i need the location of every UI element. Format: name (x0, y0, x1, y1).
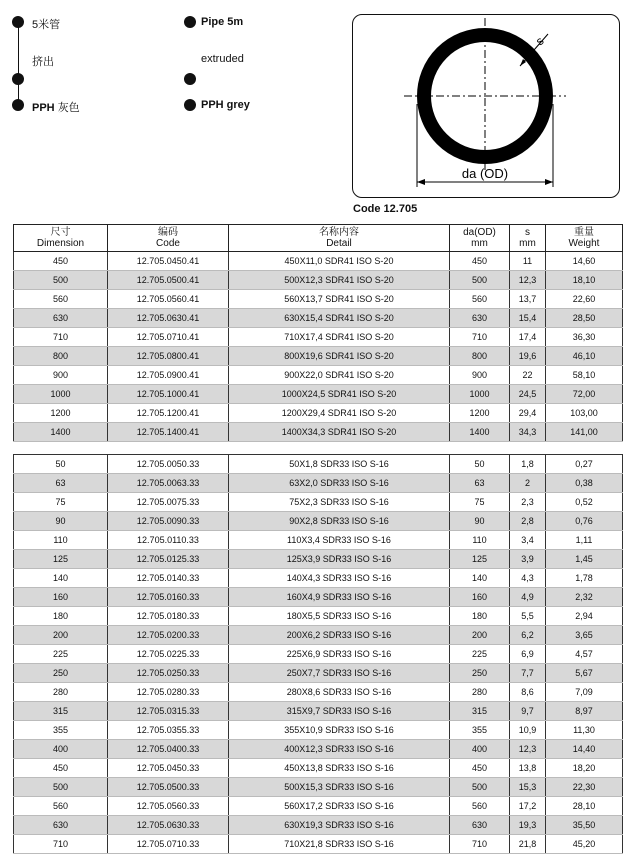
bullet-dot (184, 16, 196, 28)
bullet-dot (12, 73, 24, 85)
od-cell: 560 (450, 797, 510, 816)
column-header-cn: 编码 (158, 227, 178, 238)
od-cell: 710 (450, 835, 510, 854)
dimension-cell: 180 (14, 607, 108, 626)
s-cell: 3,4 (510, 531, 546, 550)
column-header (14, 225, 108, 252)
group-separator (14, 442, 623, 455)
table-row (14, 455, 623, 474)
table-row (14, 366, 623, 385)
column-header-en: Code (156, 238, 180, 249)
en-material-label: PPH grey (201, 99, 250, 111)
od-cell: 800 (450, 347, 510, 366)
table-row (14, 664, 623, 683)
table-row (14, 404, 623, 423)
weight-cell: 7,09 (546, 683, 623, 702)
table-row (14, 347, 623, 366)
table-row (14, 493, 623, 512)
s-cell: 29,4 (510, 404, 546, 423)
weight-cell: 18,20 (546, 759, 623, 778)
s-cell: 4,9 (510, 588, 546, 607)
table-row (14, 385, 623, 404)
code-cell: 12.705.0630.41 (108, 309, 229, 328)
s-cell: 24,5 (510, 385, 546, 404)
weight-cell: 14,60 (546, 252, 623, 271)
dimension-cell: 1400 (14, 423, 108, 442)
code-cell: 12.705.0200.33 (108, 626, 229, 645)
code-cell: 12.705.0090.33 (108, 512, 229, 531)
detail-cell: 110X3,4 SDR33 ISO S-16 (229, 531, 450, 550)
weight-cell: 2,32 (546, 588, 623, 607)
column-header-en: Dimension (36, 238, 85, 249)
s-cell: 19,3 (510, 816, 546, 835)
od-cell: 125 (450, 550, 510, 569)
table-row (14, 740, 623, 759)
bullet-dot (12, 16, 24, 28)
s-cell: 5,5 (510, 607, 546, 626)
code-cell: 12.705.1400.41 (108, 423, 229, 442)
od-cell: 450 (450, 759, 510, 778)
detail-cell: 630X19,3 SDR33 ISO S-16 (229, 816, 450, 835)
code-cell: 12.705.0710.41 (108, 328, 229, 347)
od-arrow-left (417, 179, 425, 185)
table-row (14, 816, 623, 835)
od-cell: 90 (450, 512, 510, 531)
table-row (14, 702, 623, 721)
dimension-cell: 140 (14, 569, 108, 588)
dimension-cell: 160 (14, 588, 108, 607)
detail-cell: 50X1,8 SDR33 ISO S-16 (229, 455, 450, 474)
en-extruded-label: extruded (201, 53, 244, 65)
code-cell: 12.705.0110.33 (108, 531, 229, 550)
weight-cell: 1,78 (546, 569, 623, 588)
weight-cell: 28,50 (546, 309, 623, 328)
code-cell: 12.705.0125.33 (108, 550, 229, 569)
detail-cell: 63X2,0 SDR33 ISO S-16 (229, 474, 450, 493)
dimension-cell: 450 (14, 759, 108, 778)
s-cell: 17,2 (510, 797, 546, 816)
weight-cell: 0,38 (546, 474, 623, 493)
dimension-cell: 250 (14, 664, 108, 683)
detail-cell: 500X15,3 SDR33 ISO S-16 (229, 778, 450, 797)
column-header-en: Weight (568, 238, 600, 249)
dimension-cell: 225 (14, 645, 108, 664)
detail-cell: 450X13,8 SDR33 ISO S-16 (229, 759, 450, 778)
code-cell: 12.705.0225.33 (108, 645, 229, 664)
s-cell: 13,8 (510, 759, 546, 778)
weight-cell: 1,45 (546, 550, 623, 569)
code-cell: 12.705.0450.41 (108, 252, 229, 271)
od-cell: 315 (450, 702, 510, 721)
detail-cell: 500X12,3 SDR41 ISO S-20 (229, 271, 450, 290)
s-cell: 13,7 (510, 290, 546, 309)
dimension-cell: 75 (14, 493, 108, 512)
od-cell: 710 (450, 328, 510, 347)
detail-cell: 1400X34,3 SDR41 ISO S-20 (229, 423, 450, 442)
bullet-dot (184, 73, 196, 85)
weight-cell: 36,30 (546, 328, 623, 347)
s-cell: 10,9 (510, 721, 546, 740)
od-cell: 630 (450, 816, 510, 835)
s-cell: 1,8 (510, 455, 546, 474)
s-cell: 34,3 (510, 423, 546, 442)
detail-cell: 225X6,9 SDR33 ISO S-16 (229, 645, 450, 664)
detail-cell: 140X4,3 SDR33 ISO S-16 (229, 569, 450, 588)
table-row (14, 778, 623, 797)
od-cell: 500 (450, 778, 510, 797)
timeline-line (18, 22, 19, 108)
od-cell: 50 (450, 455, 510, 474)
s-cell: 12,3 (510, 271, 546, 290)
detail-cell: 400X12,3 SDR33 ISO S-16 (229, 740, 450, 759)
column-header-en: mm (519, 238, 536, 249)
dimension-cell: 1000 (14, 385, 108, 404)
weight-cell: 28,10 (546, 797, 623, 816)
cn-material-bold: PPH (32, 102, 55, 114)
s-dimension-label: s (532, 33, 547, 49)
weight-cell: 72,00 (546, 385, 623, 404)
table-row (14, 721, 623, 740)
table-header-row (14, 225, 623, 252)
od-cell: 1000 (450, 385, 510, 404)
column-header (450, 225, 510, 252)
weight-cell: 103,00 (546, 404, 623, 423)
column-header (108, 225, 229, 252)
table-row (14, 474, 623, 493)
cn-material-label (32, 99, 80, 115)
separator-cell (14, 442, 623, 455)
table-row (14, 252, 623, 271)
code-cell: 12.705.0710.33 (108, 835, 229, 854)
od-cell: 1200 (450, 404, 510, 423)
code-cell: 12.705.0063.33 (108, 474, 229, 493)
weight-cell: 58,10 (546, 366, 623, 385)
dimension-cell: 280 (14, 683, 108, 702)
s-cell: 6,9 (510, 645, 546, 664)
s-cell: 8,6 (510, 683, 546, 702)
od-cell: 110 (450, 531, 510, 550)
code-cell: 12.705.1000.41 (108, 385, 229, 404)
table-row (14, 271, 623, 290)
table-row (14, 607, 623, 626)
detail-cell: 710X17,4 SDR41 ISO S-20 (229, 328, 450, 347)
weight-cell: 0,52 (546, 493, 623, 512)
detail-cell: 200X6,2 SDR33 ISO S-16 (229, 626, 450, 645)
table-body (14, 252, 623, 854)
code-cell: 12.705.0800.41 (108, 347, 229, 366)
detail-cell: 355X10,9 SDR33 ISO S-16 (229, 721, 450, 740)
od-cell: 160 (450, 588, 510, 607)
weight-cell: 2,94 (546, 607, 623, 626)
s-cell: 9,7 (510, 702, 546, 721)
cn-material-rest: 灰色 (57, 102, 80, 114)
detail-cell: 75X2,3 SDR33 ISO S-16 (229, 493, 450, 512)
od-cell: 355 (450, 721, 510, 740)
column-header-cn: da(OD) (463, 227, 496, 238)
table-row (14, 835, 623, 854)
detail-cell: 90X2,8 SDR33 ISO S-16 (229, 512, 450, 531)
code-cell: 12.705.0280.33 (108, 683, 229, 702)
s-cell: 2,8 (510, 512, 546, 531)
weight-cell: 18,10 (546, 271, 623, 290)
table-row (14, 683, 623, 702)
weight-cell: 8,97 (546, 702, 623, 721)
s-cell: 4,3 (510, 569, 546, 588)
s-cell: 21,8 (510, 835, 546, 854)
od-cell: 900 (450, 366, 510, 385)
weight-cell: 1,11 (546, 531, 623, 550)
weight-cell: 22,60 (546, 290, 623, 309)
code-cell: 12.705.0315.33 (108, 702, 229, 721)
s-cell: 15,4 (510, 309, 546, 328)
od-cell: 225 (450, 645, 510, 664)
od-arrow-right (545, 179, 553, 185)
s-cell: 11 (510, 252, 546, 271)
dimension-cell: 710 (14, 328, 108, 347)
s-cell: 3,9 (510, 550, 546, 569)
code-cell: 12.705.0140.33 (108, 569, 229, 588)
table-row (14, 531, 623, 550)
s-cell: 2,3 (510, 493, 546, 512)
dimension-cell: 315 (14, 702, 108, 721)
table-row (14, 626, 623, 645)
s-cell: 22 (510, 366, 546, 385)
dimension-cell: 1200 (14, 404, 108, 423)
code-cell: 12.705.0400.33 (108, 740, 229, 759)
weight-cell: 0,27 (546, 455, 623, 474)
table-row (14, 309, 623, 328)
code-cell: 12.705.0355.33 (108, 721, 229, 740)
dimension-cell: 800 (14, 347, 108, 366)
dimension-cell: 90 (14, 512, 108, 531)
dimension-cell: 630 (14, 816, 108, 835)
column-header (229, 225, 450, 252)
od-cell: 1400 (450, 423, 510, 442)
detail-cell: 250X7,7 SDR33 ISO S-16 (229, 664, 450, 683)
weight-cell: 45,20 (546, 835, 623, 854)
dimension-cell: 500 (14, 778, 108, 797)
code-cell: 12.705.0075.33 (108, 493, 229, 512)
detail-cell: 1000X24,5 SDR41 ISO S-20 (229, 385, 450, 404)
weight-cell: 0,76 (546, 512, 623, 531)
table-row (14, 569, 623, 588)
dimension-cell: 560 (14, 290, 108, 309)
dimension-cell: 110 (14, 531, 108, 550)
column-header (510, 225, 546, 252)
dimension-cell: 560 (14, 797, 108, 816)
code-cell: 12.705.0900.41 (108, 366, 229, 385)
table-row (14, 645, 623, 664)
bullet-dot (12, 99, 24, 111)
od-cell: 200 (450, 626, 510, 645)
od-cell: 450 (450, 252, 510, 271)
od-cell: 140 (450, 569, 510, 588)
dimension-cell: 900 (14, 366, 108, 385)
od-cell: 280 (450, 683, 510, 702)
dimension-cell: 125 (14, 550, 108, 569)
weight-cell: 3,65 (546, 626, 623, 645)
table-row (14, 797, 623, 816)
code-cell: 12.705.0180.33 (108, 607, 229, 626)
od-cell: 630 (450, 309, 510, 328)
table-row (14, 759, 623, 778)
weight-cell: 11,30 (546, 721, 623, 740)
code-cell: 12.705.0250.33 (108, 664, 229, 683)
detail-cell: 560X13,7 SDR41 ISO S-20 (229, 290, 450, 309)
od-cell: 500 (450, 271, 510, 290)
code-cell: 12.705.0500.33 (108, 778, 229, 797)
code-cell: 12.705.0160.33 (108, 588, 229, 607)
weight-cell: 5,67 (546, 664, 623, 683)
code-cell: 12.705.0560.33 (108, 797, 229, 816)
bullet-dot (184, 99, 196, 111)
s-cell: 15,3 (510, 778, 546, 797)
s-cell: 17,4 (510, 328, 546, 347)
table-row (14, 588, 623, 607)
pipe-spec-table (13, 224, 623, 854)
dimension-cell: 355 (14, 721, 108, 740)
table-row (14, 290, 623, 309)
code-cell: 12.705.0050.33 (108, 455, 229, 474)
code-cell: 12.705.1200.41 (108, 404, 229, 423)
pipe-drawing-box (352, 14, 620, 198)
column-header-cn: 重量 (574, 227, 594, 238)
column-header-cn: 名称内容 (319, 227, 359, 238)
s-cell: 7,7 (510, 664, 546, 683)
detail-cell: 450X11,0 SDR41 ISO S-20 (229, 252, 450, 271)
cn-extruded-label: 挤出 (32, 56, 54, 68)
spec-header (0, 0, 627, 220)
dimension-cell: 50 (14, 455, 108, 474)
weight-cell: 14,40 (546, 740, 623, 759)
weight-cell: 35,50 (546, 816, 623, 835)
dimension-cell: 63 (14, 474, 108, 493)
s-cell: 12,3 (510, 740, 546, 759)
column-header-en: mm (471, 238, 488, 249)
code-cell: 12.705.0450.33 (108, 759, 229, 778)
dimension-cell: 400 (14, 740, 108, 759)
dimension-cell: 500 (14, 271, 108, 290)
detail-cell: 560X17,2 SDR33 ISO S-16 (229, 797, 450, 816)
s-cell: 19,6 (510, 347, 546, 366)
weight-cell: 4,57 (546, 645, 623, 664)
od-cell: 180 (450, 607, 510, 626)
od-cell: 63 (450, 474, 510, 493)
od-cell: 560 (450, 290, 510, 309)
s-cell: 6,2 (510, 626, 546, 645)
detail-cell: 125X3,9 SDR33 ISO S-16 (229, 550, 450, 569)
dimension-cell: 710 (14, 835, 108, 854)
detail-cell: 800X19,6 SDR41 ISO S-20 (229, 347, 450, 366)
table-row (14, 550, 623, 569)
table-row (14, 328, 623, 347)
od-cell: 75 (450, 493, 510, 512)
code-cell: 12.705.0630.33 (108, 816, 229, 835)
pipe-cross-section-diagram (352, 14, 620, 198)
detail-cell: 280X8,6 SDR33 ISO S-16 (229, 683, 450, 702)
code-label: Code 12.705 (353, 203, 418, 215)
detail-cell: 900X22,0 SDR41 ISO S-20 (229, 366, 450, 385)
od-cell: 250 (450, 664, 510, 683)
s-cell: 2 (510, 474, 546, 493)
detail-cell: 710X21,8 SDR33 ISO S-16 (229, 835, 450, 854)
dimension-cell: 200 (14, 626, 108, 645)
cn-pipe-label: 5米管 (32, 19, 61, 31)
weight-cell: 22,30 (546, 778, 623, 797)
column-header-cn: 尺寸 (50, 227, 71, 238)
detail-cell: 180X5,5 SDR33 ISO S-16 (229, 607, 450, 626)
table-row (14, 423, 623, 442)
column-header-cn: s (525, 227, 530, 238)
column-header-en: Detail (326, 238, 352, 249)
column-header (546, 225, 623, 252)
detail-cell: 315X9,7 SDR33 ISO S-16 (229, 702, 450, 721)
en-pipe-label: Pipe 5m (201, 16, 244, 28)
dimension-cell: 630 (14, 309, 108, 328)
detail-cell: 1200X29,4 SDR41 ISO S-20 (229, 404, 450, 423)
od-cell: 400 (450, 740, 510, 759)
code-cell: 12.705.0500.41 (108, 271, 229, 290)
detail-cell: 160X4,9 SDR33 ISO S-16 (229, 588, 450, 607)
od-dimension-label: da (OD) (461, 166, 509, 181)
weight-cell: 46,10 (546, 347, 623, 366)
dimension-cell: 450 (14, 252, 108, 271)
code-cell: 12.705.0560.41 (108, 290, 229, 309)
weight-cell: 141,00 (546, 423, 623, 442)
table-row (14, 512, 623, 531)
detail-cell: 630X15,4 SDR41 ISO S-20 (229, 309, 450, 328)
